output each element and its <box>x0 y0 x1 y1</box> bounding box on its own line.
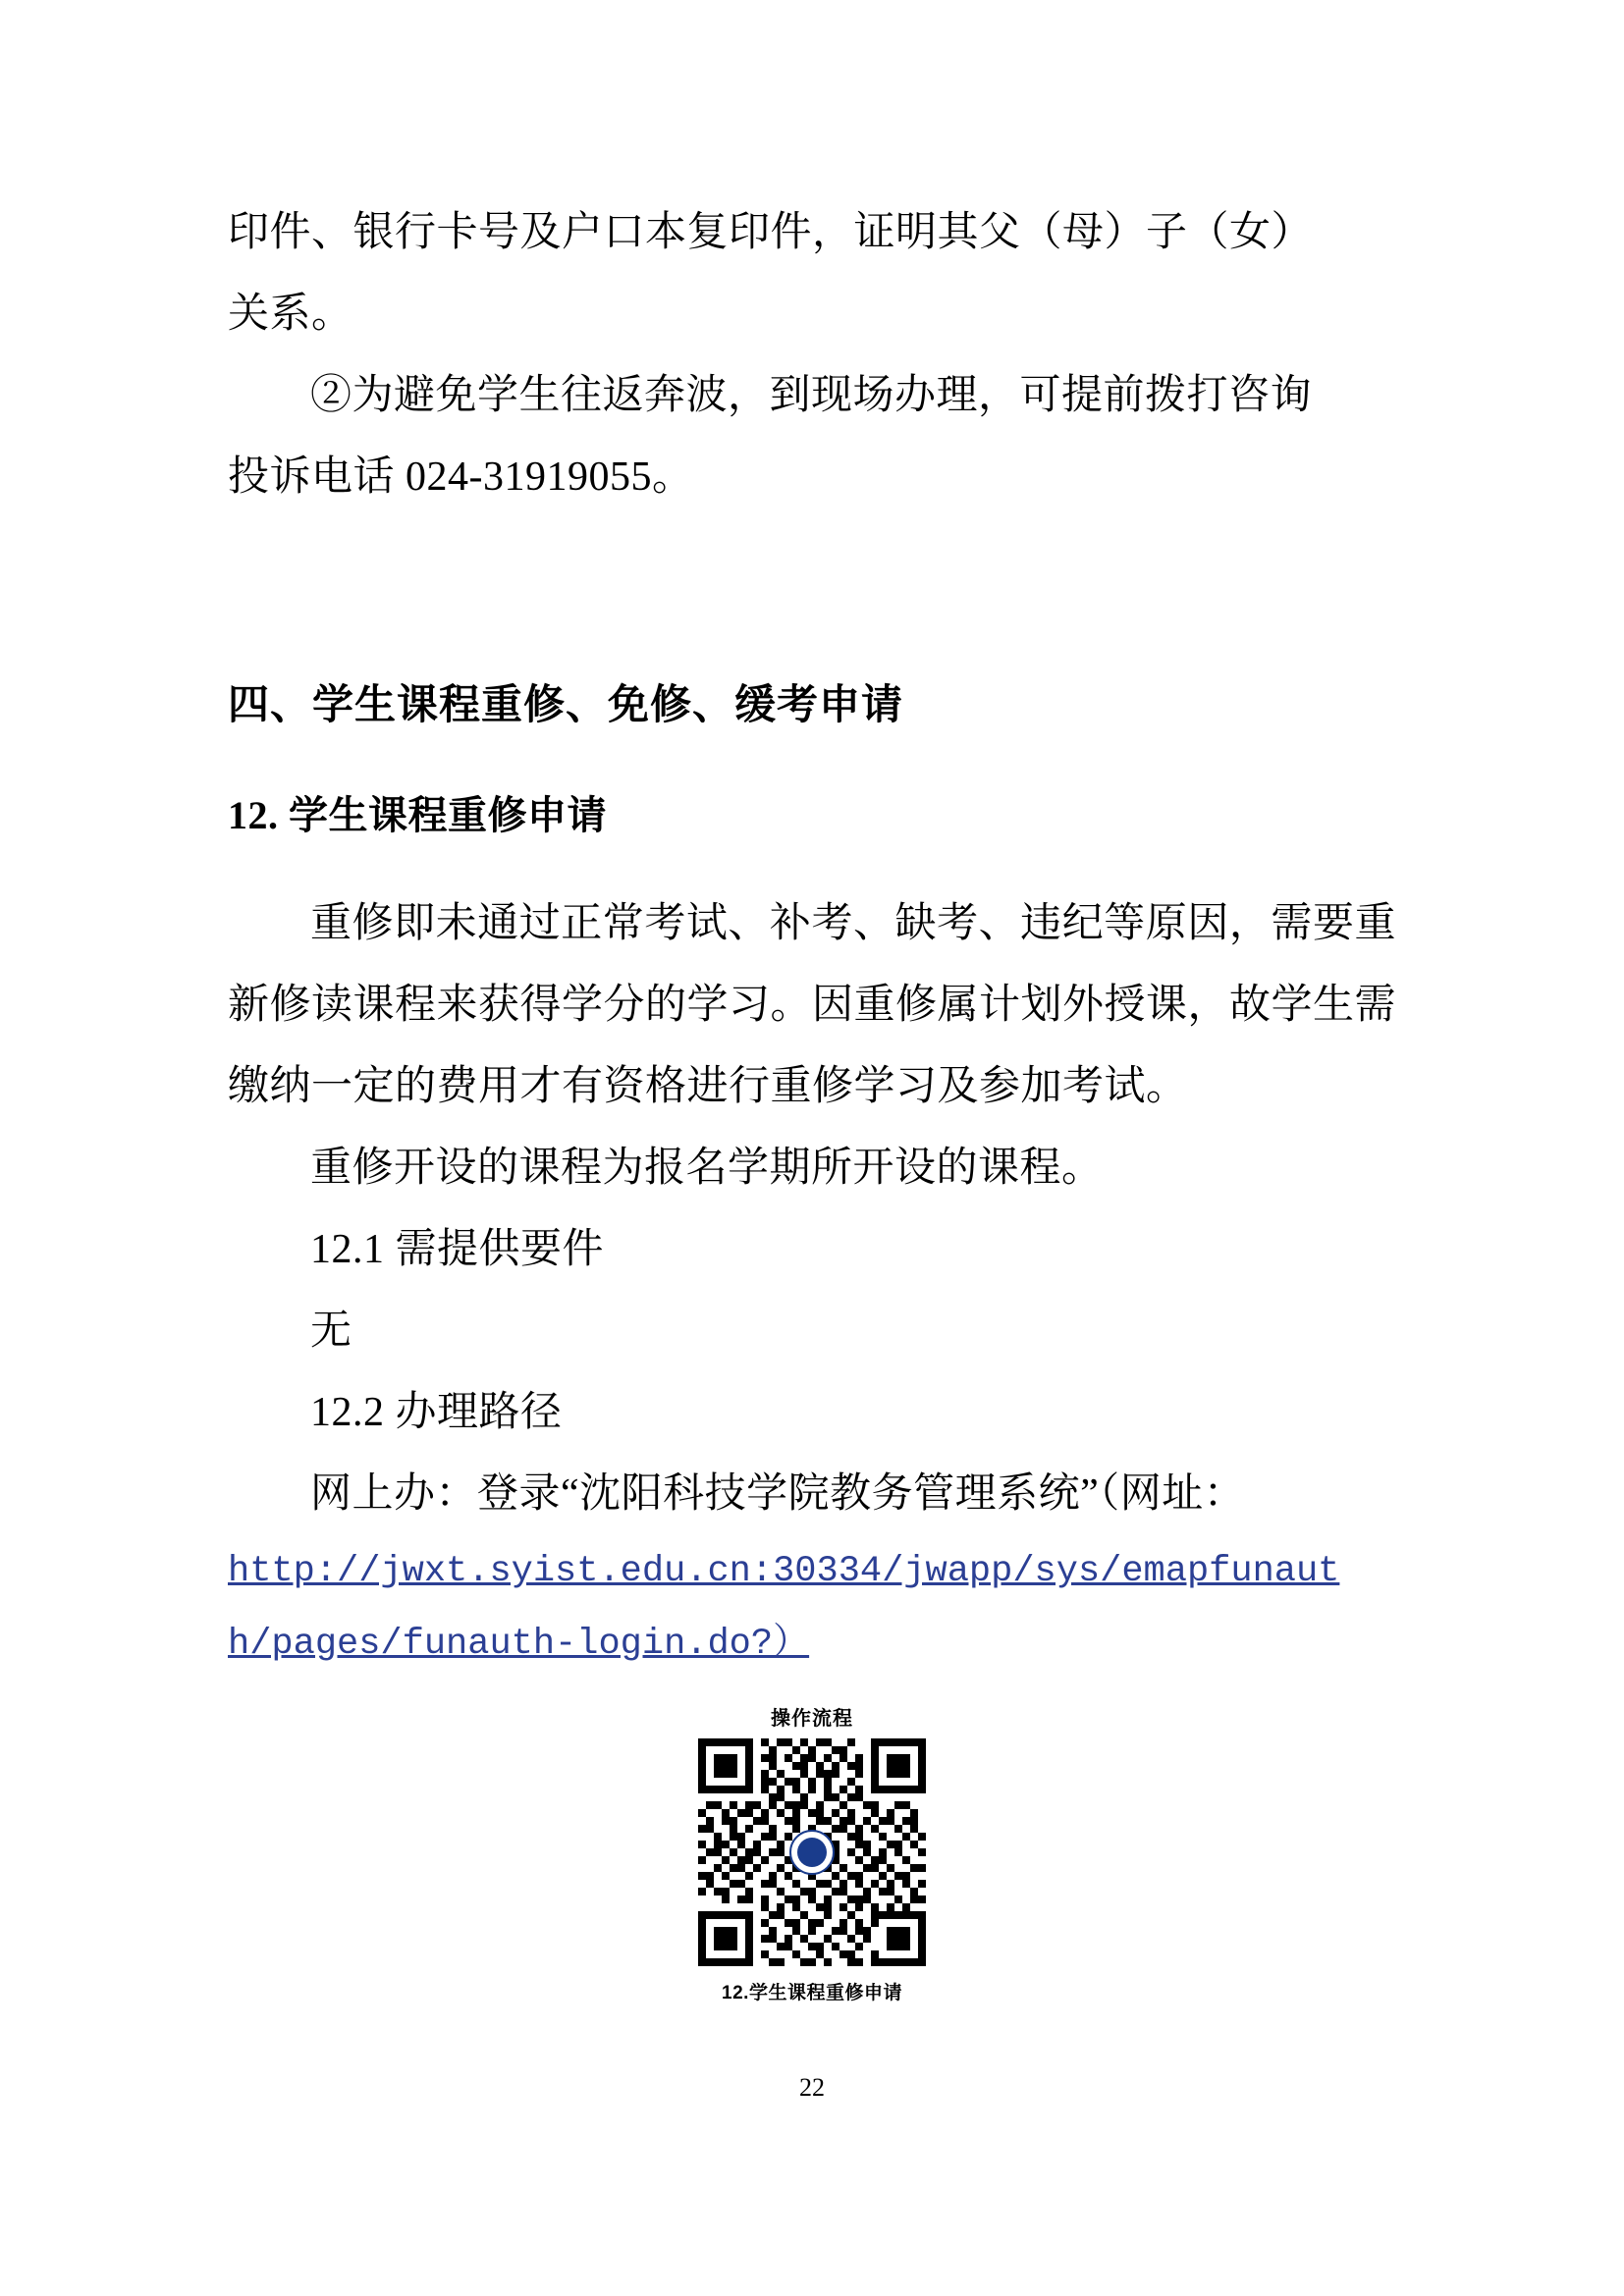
paragraph-note-2-continued: 投诉电话 024-31919055。 <box>228 454 694 500</box>
section-heading-wrap <box>228 666 1396 747</box>
paragraph-continued-2: 关系。 <box>228 292 353 337</box>
qr-code-area <box>228 1702 1396 2004</box>
paragraph-online-path: 网上办：登录“沈阳科技学院教务管理系统”（网址： <box>310 1471 1246 1517</box>
qr-code[interactable] <box>698 1738 926 1966</box>
item-heading-gap <box>228 856 1396 883</box>
paragraph-continued-1: 印件、银行卡号及户口本复印件，证明其父（母）子（女） <box>228 210 1314 255</box>
paragraph-body-1: 重修即未通过正常考试、补考、缺考、违纪等原因，需要重新修读课程来获得学分的学习。因重修属计划外授课，故学生需缴纳一定的费用才有资格进行重修学习及参加考试。 <box>228 901 1397 1109</box>
qr-caption-top: 操作流程 <box>771 1708 853 1730</box>
page-number: 22 <box>799 2073 825 2102</box>
qr-caption-bottom: 12.学生课程重修申请 <box>722 1983 902 2003</box>
sub-heading-path: 12.2 办理路径 <box>310 1390 563 1435</box>
school-emblem-inner <box>797 1838 827 1867</box>
section-heading: 四、学生课程重修、免修、缓考申请 <box>228 683 904 728</box>
item-heading: 12. 学生课程重修申请 <box>228 793 607 837</box>
paragraph-body-2: 重修开设的课程为报名学期所开设的课程。 <box>310 1146 1104 1191</box>
sub-value-requirements: 无 <box>310 1308 352 1354</box>
system-url-line-1[interactable]: http://jwxt.syist.edu.cn:30334/jwapp/sys/emapfunaut <box>228 1551 1340 1592</box>
sub-heading-requirements: 12.1 需提供要件 <box>310 1227 605 1272</box>
system-url-line-2[interactable]: h/pages/funauth-login.do?） <box>228 1624 810 1665</box>
page-content <box>228 192 1396 2004</box>
section-spacer <box>228 518 1396 666</box>
school-emblem-icon <box>789 1830 835 1875</box>
paragraph-note-2: ②为避免学生往返奔波，到现场办理，可提前拨打咨询 <box>310 373 1313 418</box>
heading-gap <box>228 747 1396 774</box>
